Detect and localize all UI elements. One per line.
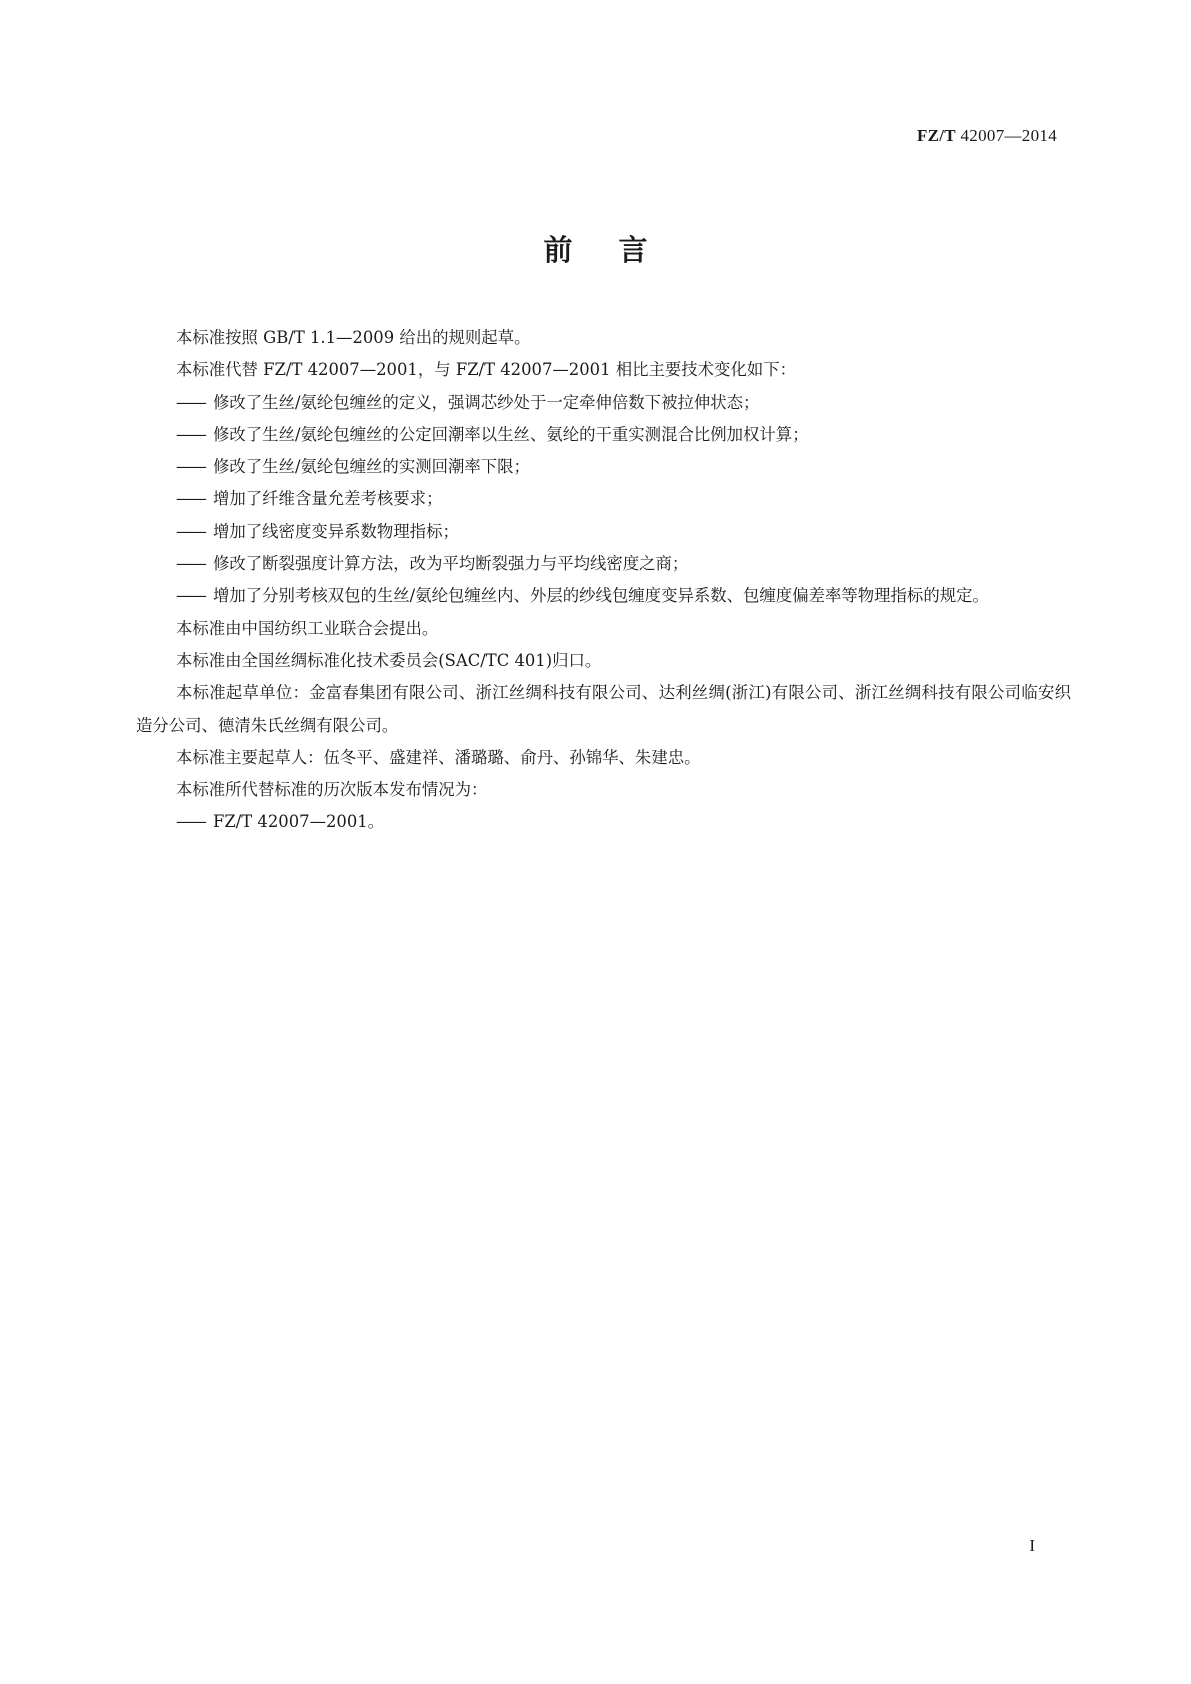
page-number: I <box>1029 1536 1035 1555</box>
dash-marker: —— <box>176 457 205 477</box>
paragraph-proposer: 本标准由中国纺织工业联合会提出。 <box>176 618 439 638</box>
list-item-text: 修改了生丝/氨纶包缠丝的公定回潮率以生丝、氨纶的干重实测混合比例加权计算； <box>213 424 809 444</box>
list-item-text: 修改了生丝/氨纶包缠丝的定义，强调芯纱处于一定牵伸倍数下被拉伸状态； <box>213 392 760 412</box>
dash-marker: —— <box>176 489 205 509</box>
list-item <box>136 419 1071 451</box>
dash-marker: —— <box>176 424 205 444</box>
list-item <box>136 548 1071 580</box>
list-item-text: 修改了生丝/氨纶包缠丝的实测回潮率下限； <box>213 457 530 477</box>
paragraph-drafting-rules: 本标准按照 GB/T 1.1—2009 给出的规则起草。 <box>176 328 531 347</box>
standard-code <box>917 126 1057 146</box>
dash-marker: —— <box>176 812 205 832</box>
list-item <box>136 516 1071 548</box>
list-item <box>136 580 1071 612</box>
dash-marker: —— <box>176 392 205 412</box>
standard-code-number: 42007—2014 <box>960 126 1057 145</box>
list-item-text: FZ/T 42007—2001。 <box>213 812 385 832</box>
page-title: 前言 <box>543 233 694 267</box>
list-item-text: 增加了纤维含量允差考核要求； <box>213 489 443 509</box>
paragraph-drafting-units: 本标准起草单位：金富春集团有限公司、浙江丝绸科技有限公司、达利丝绸(浙江)有限公司、浙江丝绸科技有限公司临安织造分公司、德清朱氏丝绸有限公司。 <box>136 683 1071 735</box>
paragraph-committee: 本标准由全国丝绸标准化技术委员会(SAC/TC 401)归口。 <box>176 650 602 670</box>
dash-marker: —— <box>176 554 205 574</box>
standard-code-prefix: FZ/T <box>916 126 956 145</box>
paragraph-replaces: 本标准代替 FZ/T 42007—2001，与 FZ/T 42007—2001 相比主要技术变化如下： <box>176 360 797 380</box>
list-item-text: 增加了线密度变异系数物理指标； <box>213 521 459 541</box>
list-item <box>136 806 1071 838</box>
dash-marker: —— <box>176 586 205 606</box>
foreword-body <box>136 322 1071 839</box>
list-item <box>136 387 1071 419</box>
list-item-text: 增加了分别考核双包的生丝/氨纶包缠丝内、外层的纱线包缠度变异系数、包缠度偏差率等物理指标的规定。 <box>213 586 989 606</box>
list-item <box>136 483 1071 515</box>
list-item <box>136 451 1071 483</box>
paragraph-version-history: 本标准所代替标准的历次版本发布情况为： <box>176 780 488 800</box>
paragraph-drafters: 本标准主要起草人：伍冬平、盛建祥、潘璐璐、俞丹、孙锦华、朱建忠。 <box>176 747 701 767</box>
list-item-text: 修改了断裂强度计算方法，改为平均断裂强力与平均线密度之商； <box>213 554 689 574</box>
dash-marker: —— <box>176 521 205 541</box>
